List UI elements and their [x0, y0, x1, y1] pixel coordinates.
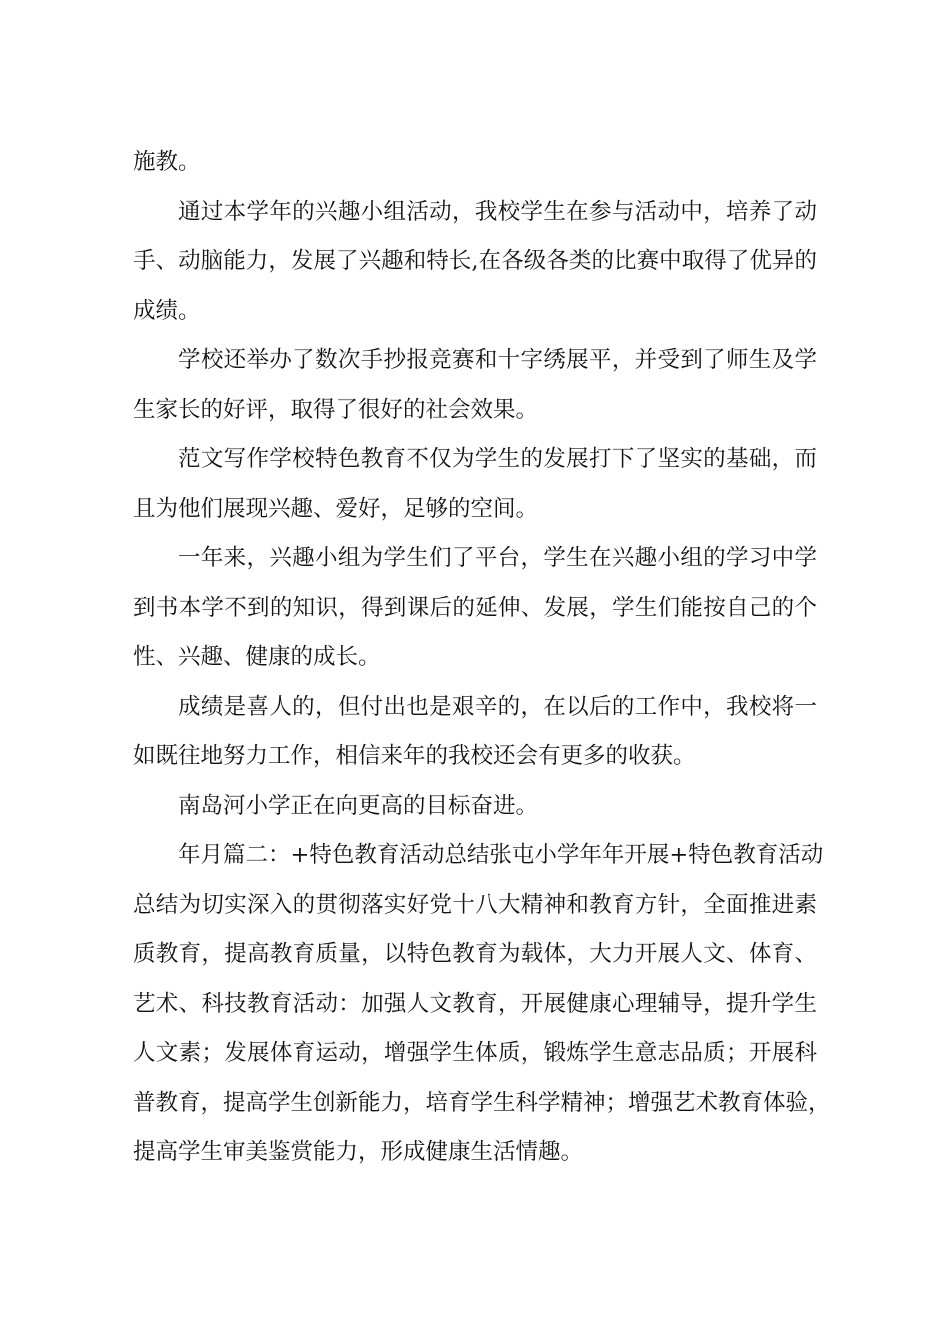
paragraph	[133, 831, 831, 1178]
text-line: 提高学生审美鉴赏能力，形成健康生活情趣。	[133, 1139, 584, 1165]
text-line: 南岛河小学正在向更高的目标奋进。	[178, 792, 539, 819]
document-body	[133, 138, 831, 1178]
text-line: 总结为切实深入的贯彻落实好党十八大精神和教育方针，全面推进素	[133, 891, 817, 918]
text-line: 到书本学不到的知识，得到课后的延伸、发展，学生们能按自己的个	[133, 594, 817, 621]
paragraph	[133, 683, 817, 782]
text-line: 艺术、科技教育活动：加强人文教育，开展健康心理辅导，提升学生	[133, 990, 817, 1017]
paragraph-continuation	[133, 138, 817, 188]
paragraph	[133, 534, 817, 683]
text-line: 通过本学年的兴趣小组活动，我校学生在参与活动中，培养了动	[178, 198, 817, 225]
text-line: 质教育，提高教育质量，以特色教育为载体，大力开展人文、体育、	[133, 941, 817, 967]
text-line: 年月篇二：+特色教育活动总结张屯小学年年开展+特色教育活动	[178, 842, 824, 868]
text-line: 成绩是喜人的，但付出也是艰辛的，在以后的工作中，我校将一	[178, 693, 817, 720]
paragraph	[133, 336, 817, 435]
paragraph	[133, 188, 817, 337]
text-line: 人文素；发展体育运动，增强学生体质，锻炼学生意志品质；开展科	[133, 1040, 817, 1066]
text-line: 成绩。	[133, 297, 201, 324]
text-line: 范文写作学校特色教育不仅为学生的发展打下了坚实的基础，而	[178, 446, 817, 472]
text-line: 普教育，提高学生创新能力，培育学生科学精神；增强艺术教育体验，	[133, 1089, 831, 1116]
text-line: 一年来，兴趣小组为学生们了平台，学生在兴趣小组的学习中学	[178, 545, 817, 571]
text-line: 性、兴趣、健康的成长。	[133, 644, 381, 670]
text-line: 生家长的好评，取得了很好的社会效果。	[133, 396, 539, 423]
paragraph	[133, 782, 817, 832]
text-line: 学校还举办了数次手抄报竞赛和十字绣展平，并受到了师生及学	[178, 347, 817, 373]
text-line: 且为他们展现兴趣、爱好，足够的空间。	[133, 495, 539, 522]
text-line: 施教。	[133, 149, 201, 175]
paragraph	[133, 435, 817, 534]
text-line: 手、动脑能力，发展了兴趣和特长,在各级各类的比赛中取得了优异的	[133, 248, 817, 274]
text-line: 如既往地努力工作，相信来年的我校还会有更多的收获。	[133, 743, 696, 769]
